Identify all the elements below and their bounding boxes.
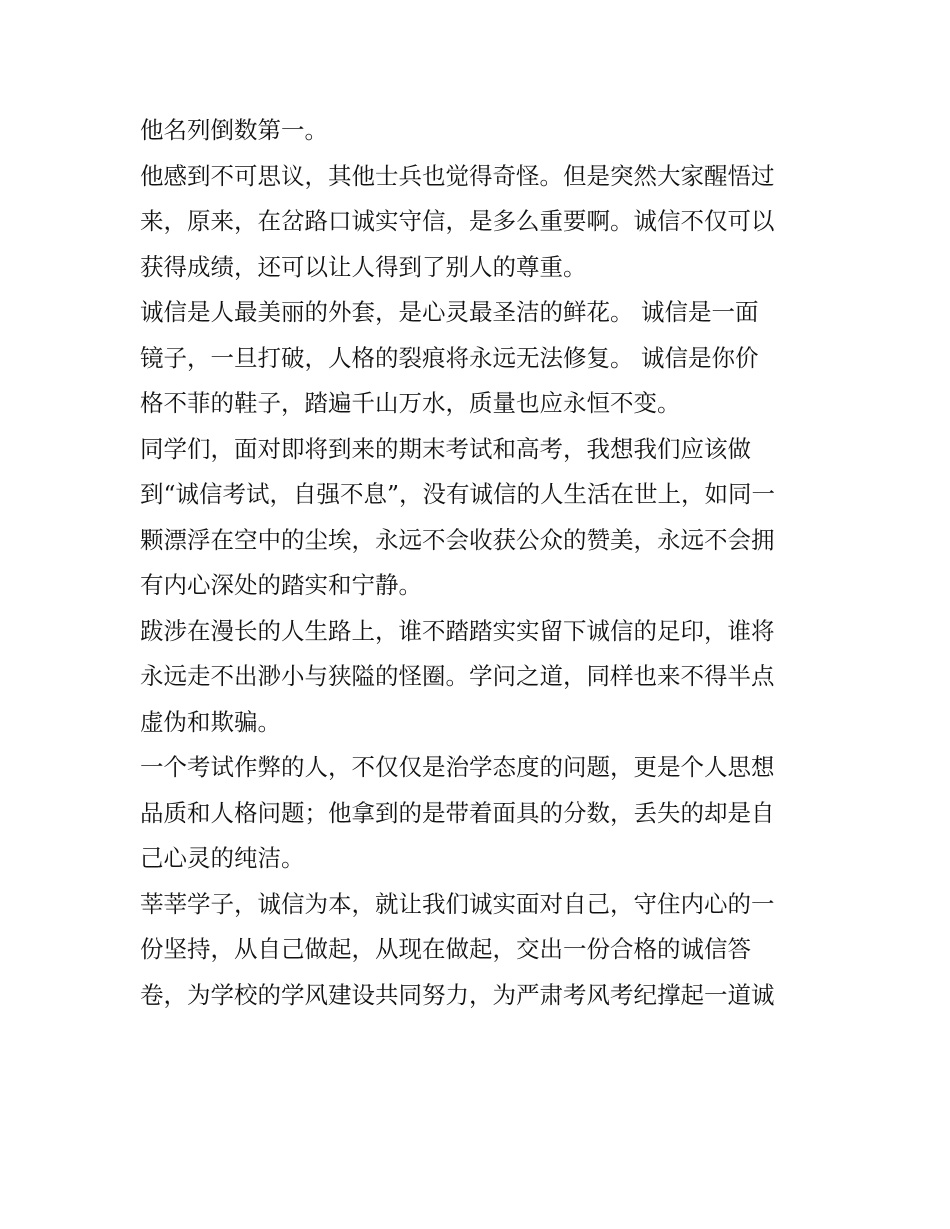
text-line: 获得成绩，还可以让人得到了别人的尊重。 — [140, 252, 587, 281]
text-line: 来，原来，在岔路口诚实守信，是多么重要啊。诚信不仅可以 — [140, 207, 775, 235]
text-line: 颗漂浮在空中的尘埃，永远不会收获公众的赞美，永远不会拥 — [140, 525, 775, 554]
text-line: 永远走不出渺小与狭隘的怪圈。学问之道，同样也来不得半点 — [140, 662, 775, 690]
text-line: 镜子，一旦打破，人格的裂痕将永远无法修复。 诚信是你价 — [140, 343, 759, 372]
text-line: 卷，为学校的学风建设共同努力，为严肃考风考纪撑起一道诚 — [140, 980, 775, 1009]
text-line: 同学们，面对即将到来的期末考试和高考，我想我们应该做 — [140, 434, 751, 463]
text-line: 一个考试作弊的人，不仅仅是治学态度的问题，更是个人思想 — [140, 753, 775, 781]
text-line: 诚信是人最美丽的外套，是心灵最圣洁的鲜花。 诚信是一面 — [140, 298, 759, 326]
text-line: 他感到不可思议，其他士兵也觉得奇怪。但是突然大家醒悟过 — [140, 161, 775, 190]
text-line: 到“诚信考试，自强不息”，没有诚信的人生活在世上，如同一 — [140, 480, 776, 508]
text-line: 格不菲的鞋子，踏遍千山万水，质量也应永恒不变。 — [140, 389, 681, 417]
text-line: 品质和人格问题；他拿到的是带着面具的分数，丢失的却是自 — [140, 798, 775, 827]
text-line: 有内心深处的踏实和宁静。 — [140, 571, 422, 599]
text-line: 虚伪和欺骗。 — [140, 707, 281, 736]
text-line: 份坚持，从自己做起，从现在做起，交出一份合格的诚信答 — [140, 935, 751, 963]
text-line: 己心灵的纯洁。 — [140, 844, 305, 872]
text-line: 莘莘学子，诚信为本，就让我们诚实面对自己，守住内心的一 — [140, 889, 775, 918]
text-line: 跋涉在漫长的人生路上，谁不踏踏实实留下诚信的足印，谁将 — [140, 616, 775, 645]
document-body-text — [140, 108, 820, 1018]
text-line: 他名列倒数第一。 — [140, 116, 328, 144]
